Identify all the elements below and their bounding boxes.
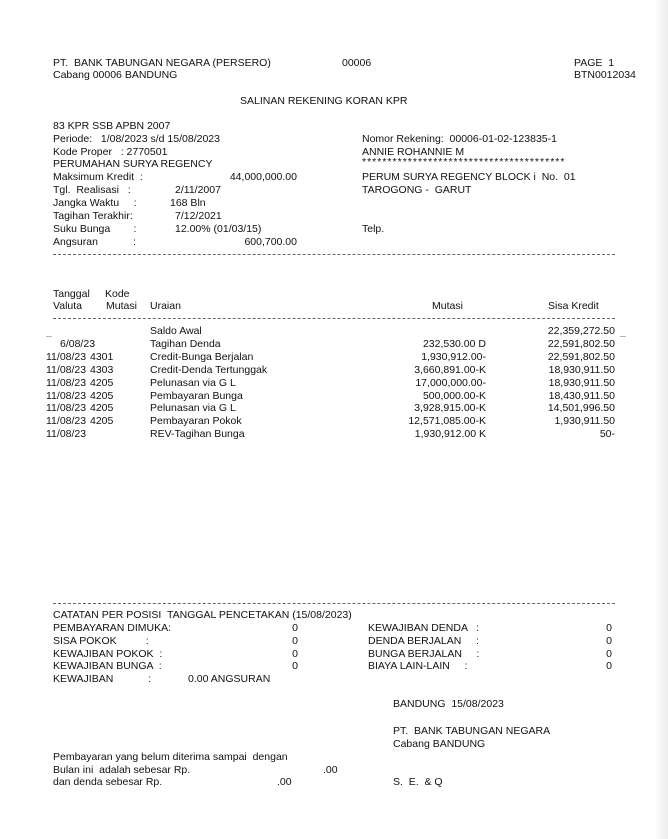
- col-kode: Kode: [105, 288, 130, 300]
- catatan-label: DENDA BERJALAN :: [368, 634, 479, 647]
- catatan-label: KEWAJIBAN DENDA :: [368, 622, 480, 634]
- suku-value: 12.00% (01/03/15): [175, 223, 262, 235]
- angsuran-label: Angsuran :: [53, 236, 136, 248]
- catatan-label: BUNGA BERJALAN :: [368, 647, 480, 660]
- address-line-2: TAROGONG - GARUT: [362, 184, 472, 196]
- divider: [53, 603, 615, 604]
- row-code: 4205: [90, 415, 114, 428]
- row-desc: Saldo Awal: [150, 325, 202, 337]
- suku-label: Suku Bunga :: [53, 223, 137, 235]
- row-balance: 14,501,996.50: [547, 402, 615, 415]
- row-balance: 22,591,802.50: [547, 350, 615, 363]
- maks-label: Maksimum Kredit :: [53, 171, 143, 183]
- row-date: 11/08/23: [46, 389, 87, 402]
- branch-code: 00006: [342, 57, 372, 69]
- row-balance: 18,930,911.50: [548, 363, 615, 376]
- kode-proper: Kode Proper : 2770501: [53, 146, 168, 158]
- row-amount: 1,930,912.00-: [421, 350, 486, 363]
- row-date: 11/08/23: [46, 428, 87, 441]
- col-uraian: Uraian: [150, 300, 181, 312]
- row-balance: 18,430,911.50: [548, 389, 615, 402]
- bank-name: PT. BANK TABUNGAN NEGARA (PERSERO): [53, 57, 271, 69]
- row-balance: 1,930,911.50: [554, 415, 615, 428]
- catatan-value: 0: [292, 634, 298, 647]
- row-date: 6/08/23: [60, 337, 96, 350]
- row-amount: 500,000.00-K: [422, 389, 486, 402]
- col-mutasi-code: Mutasi: [106, 300, 137, 312]
- sequence-code: S. E. & Q: [393, 776, 443, 788]
- row-desc: Pembayaran Bunga: [150, 389, 243, 402]
- row-desc: Pelunasan via G L: [150, 402, 236, 415]
- place-date: BANDUNG 15/08/2023: [393, 698, 504, 710]
- document-code: BTN0012034: [574, 69, 636, 81]
- row-amount: 3,660,891.00-K: [414, 363, 486, 376]
- tagihan-label: Tagihan Terakhir:: [53, 210, 133, 222]
- row-amount: 3,928,915.00-K: [414, 402, 486, 415]
- row-code: 4205: [90, 402, 114, 415]
- row-amount: 12,571,085.00-K: [408, 415, 486, 428]
- row-desc: Credit-Bunga Berjalan: [150, 350, 254, 363]
- col-sisa-kredit: Sisa Kredit: [548, 300, 599, 312]
- row-amount: 1,930,912.00 K: [414, 428, 486, 441]
- page-number: PAGE 1: [574, 57, 615, 69]
- account-holder: ANNIE ROHANNIE M: [362, 146, 465, 158]
- row-date: 11/08/23: [46, 402, 87, 415]
- program: 83 KPR SSB APBN 2007: [53, 120, 171, 132]
- row-amount: 232,530.00 D: [422, 337, 486, 350]
- catatan-value: 0: [292, 647, 298, 660]
- row-amount: 17,000,000.00-: [415, 376, 486, 389]
- divider: [53, 254, 615, 255]
- catatan-value: 0: [606, 647, 612, 660]
- catatan-label: BIAYA LAIN-LAIN :: [368, 660, 468, 673]
- note-line-3-value: .00: [277, 776, 292, 788]
- row-date: 11/08/23: [46, 415, 87, 428]
- row-code: 4205: [90, 389, 114, 402]
- kewajiban-value: 0.00 ANGSURAN: [188, 673, 271, 685]
- telp: Telp.: [362, 223, 385, 235]
- catatan-value: 0: [606, 660, 612, 673]
- tgl-value: 2/11/2007: [175, 184, 221, 196]
- row-balance: 18,930,911.50: [548, 376, 615, 389]
- note-line-1: Pembayaran yang belum diterima sampai dengan: [53, 751, 288, 763]
- note-line-2-value: .00: [323, 764, 338, 776]
- catatan-value: 0: [606, 634, 612, 647]
- tgl-label: Tgl. Realisasi :: [53, 184, 131, 196]
- page-edge: [654, 0, 668, 839]
- row-date: 11/08/23: [46, 350, 87, 363]
- perumahan: PERUMAHAN SURYA REGENCY: [53, 158, 213, 170]
- signature-branch: Cabang BANDUNG: [393, 738, 486, 750]
- periode: Periode: 1/08/2023 s/d 15/08/2023: [53, 133, 220, 145]
- row-balance: 22,359,272.50: [547, 325, 615, 337]
- row-code: 4303: [90, 363, 114, 376]
- col-tanggal: Tanggal: [53, 288, 90, 300]
- catatan-title: CATATAN PER POSISI TANGGAL PENCETAKAN (15/08/2023): [53, 609, 352, 621]
- document-title: SALINAN REKENING KORAN KPR: [240, 95, 408, 107]
- row-code: 4205: [90, 376, 114, 389]
- kewajiban-label: KEWAJIBAN :: [53, 673, 152, 685]
- row-code: 4301: [90, 350, 114, 363]
- catatan-value: 0: [292, 622, 298, 634]
- catatan-value: 0: [606, 622, 612, 634]
- row-desc: Pembayaran Pokok: [150, 415, 242, 428]
- catatan-label: SISA POKOK :: [53, 634, 149, 647]
- margin-mark: –: [620, 330, 626, 342]
- catatan-label: PEMBAYARAN DIMUKA:: [53, 622, 172, 634]
- tagihan-value: 7/12/2021: [175, 210, 222, 222]
- catatan-value: 0: [292, 660, 298, 673]
- row-desc: Pelunasan via G L: [150, 376, 236, 389]
- row-desc: Tagihan Denda: [150, 337, 221, 350]
- account-number: Nomor Rekening: 00006-01-02-123835-1: [362, 133, 557, 145]
- col-mutasi: Mutasi: [432, 300, 463, 312]
- row-balance: 50-: [599, 428, 615, 441]
- note-line-3: dan denda sebesar Rp.: [53, 776, 163, 788]
- row-balance: 22,591,802.50: [547, 337, 615, 350]
- star-line: ****************************************: [362, 156, 566, 168]
- address-line-1: PERUM SURYA REGENCY BLOCK i No. 01: [362, 171, 576, 183]
- jangka-label: Jangka Waktu :: [53, 197, 137, 209]
- jangka-value: 168 Bln: [170, 197, 206, 209]
- row-date: 11/08/23: [46, 363, 87, 376]
- row-date: 11/08/23: [46, 376, 87, 389]
- note-line-2: Bulan ini adalah sebesar Rp.: [53, 764, 191, 776]
- divider: [53, 318, 615, 319]
- col-valuta: Valuta: [53, 300, 82, 312]
- margin-mark: –: [46, 330, 52, 342]
- angsuran-value: 600,700.00: [244, 236, 297, 248]
- maks-value: 44,000,000.00: [229, 171, 297, 183]
- row-desc: REV-Tagihan Bunga: [150, 428, 245, 441]
- catatan-label: KEWAJIBAN BUNGA :: [53, 660, 162, 673]
- signature-bank: PT. BANK TABUNGAN NEGARA: [393, 725, 551, 737]
- branch-name: Cabang 00006 BANDUNG: [53, 69, 178, 81]
- row-desc: Credit-Denda Tertunggak: [150, 363, 268, 376]
- catatan-label: KEWAJIBAN POKOK :: [53, 647, 163, 660]
